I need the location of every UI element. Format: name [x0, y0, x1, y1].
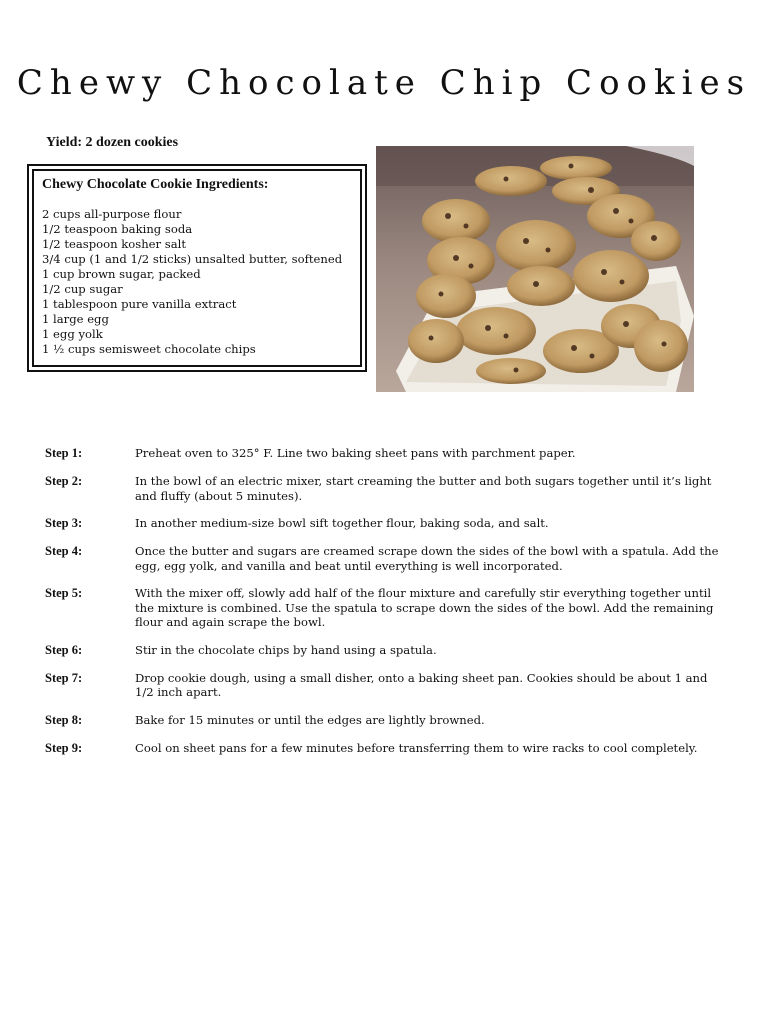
step-text: Cool on sheet pans for a few minutes before transferring them to wire racks to cool completely.	[135, 740, 698, 755]
step-row	[45, 544, 725, 573]
step-text: Stir in the chocolate chips by hand using a spatula.	[135, 642, 437, 657]
ingredient-item: 1/2 cup sugar	[42, 282, 123, 296]
ingredients-inner-border	[32, 169, 362, 367]
step-row	[45, 643, 725, 658]
step-text: Drop cookie dough, using a small disher, onto a baking sheet pan. Cookies should be about 1 and 1/2 inch apart.	[135, 670, 708, 699]
ingredient-item: 2 cups all-purpose flour	[42, 207, 182, 221]
step-text: In another medium-size bowl sift together flour, baking soda, and salt.	[135, 516, 549, 530]
step-text: Once the butter and sugars are creamed scrape down the sides of the bowl with a spatula. Add the egg, egg yolk, and vanilla and beat until everything is well incorporated.	[135, 544, 719, 573]
ingredient-item: 1 egg yolk	[42, 327, 103, 341]
step-row	[45, 516, 725, 531]
step-label: Step 9:	[45, 740, 83, 755]
step-text: Preheat oven to 325° F. Line two baking sheet pans with parchment paper.	[135, 446, 576, 460]
step-label: Step 6:	[45, 642, 83, 657]
step-label: Step 7:	[45, 670, 83, 685]
ingredient-item: 1 cup brown sugar, packed	[42, 267, 201, 281]
step-label: Step 3:	[45, 516, 83, 530]
ingredients-list	[42, 207, 352, 357]
step-text: With the mixer off, slowly add half of the flour mixture and carefully stir everything together until the mixture is combined. Use the spatula to scrape down the sides of the bowl. Add the remaining flour and again scrape the bowl.	[135, 586, 714, 629]
ingredient-item: 1 tablespoon pure vanilla extract	[42, 297, 237, 311]
cookie-plate-photo	[376, 146, 694, 392]
step-label: Step 2:	[45, 474, 83, 488]
step-text: Bake for 15 minutes or until the edges are lightly browned.	[135, 712, 485, 727]
ingredients-box	[27, 164, 367, 372]
steps-list	[45, 446, 725, 769]
step-label: Step 4:	[45, 544, 83, 558]
ingredients-heading: Chewy Chocolate Cookie Ingredients:	[42, 177, 269, 192]
ingredient-item: 1/2 teaspoon baking soda	[42, 222, 193, 236]
ingredient-item: 1/2 teaspoon kosher salt	[42, 237, 186, 251]
step-row	[45, 713, 725, 728]
step-row	[45, 671, 725, 700]
step-label: Step 5:	[45, 586, 83, 600]
cookie-photo-graphic	[376, 146, 694, 392]
yield-text: Yield: 2 dozen cookies	[46, 135, 179, 150]
step-row	[45, 586, 725, 630]
page-title: Chewy Chocolate Chip Cookies	[16, 62, 752, 103]
ingredient-item: 1 ½ cups semisweet chocolate chips	[42, 342, 256, 356]
step-label: Step 8:	[45, 712, 83, 727]
step-label: Step 1:	[45, 446, 83, 460]
ingredient-item: 3/4 cup (1 and 1/2 sticks) unsalted butter, softened	[42, 252, 343, 266]
step-text: In the bowl of an electric mixer, start creaming the butter and both sugars together until it’s light and fluffy (about 5 minutes).	[135, 474, 712, 503]
step-row	[45, 446, 725, 461]
ingredient-item: 1 large egg	[42, 312, 109, 326]
step-row	[45, 474, 725, 503]
step-row	[45, 741, 725, 756]
